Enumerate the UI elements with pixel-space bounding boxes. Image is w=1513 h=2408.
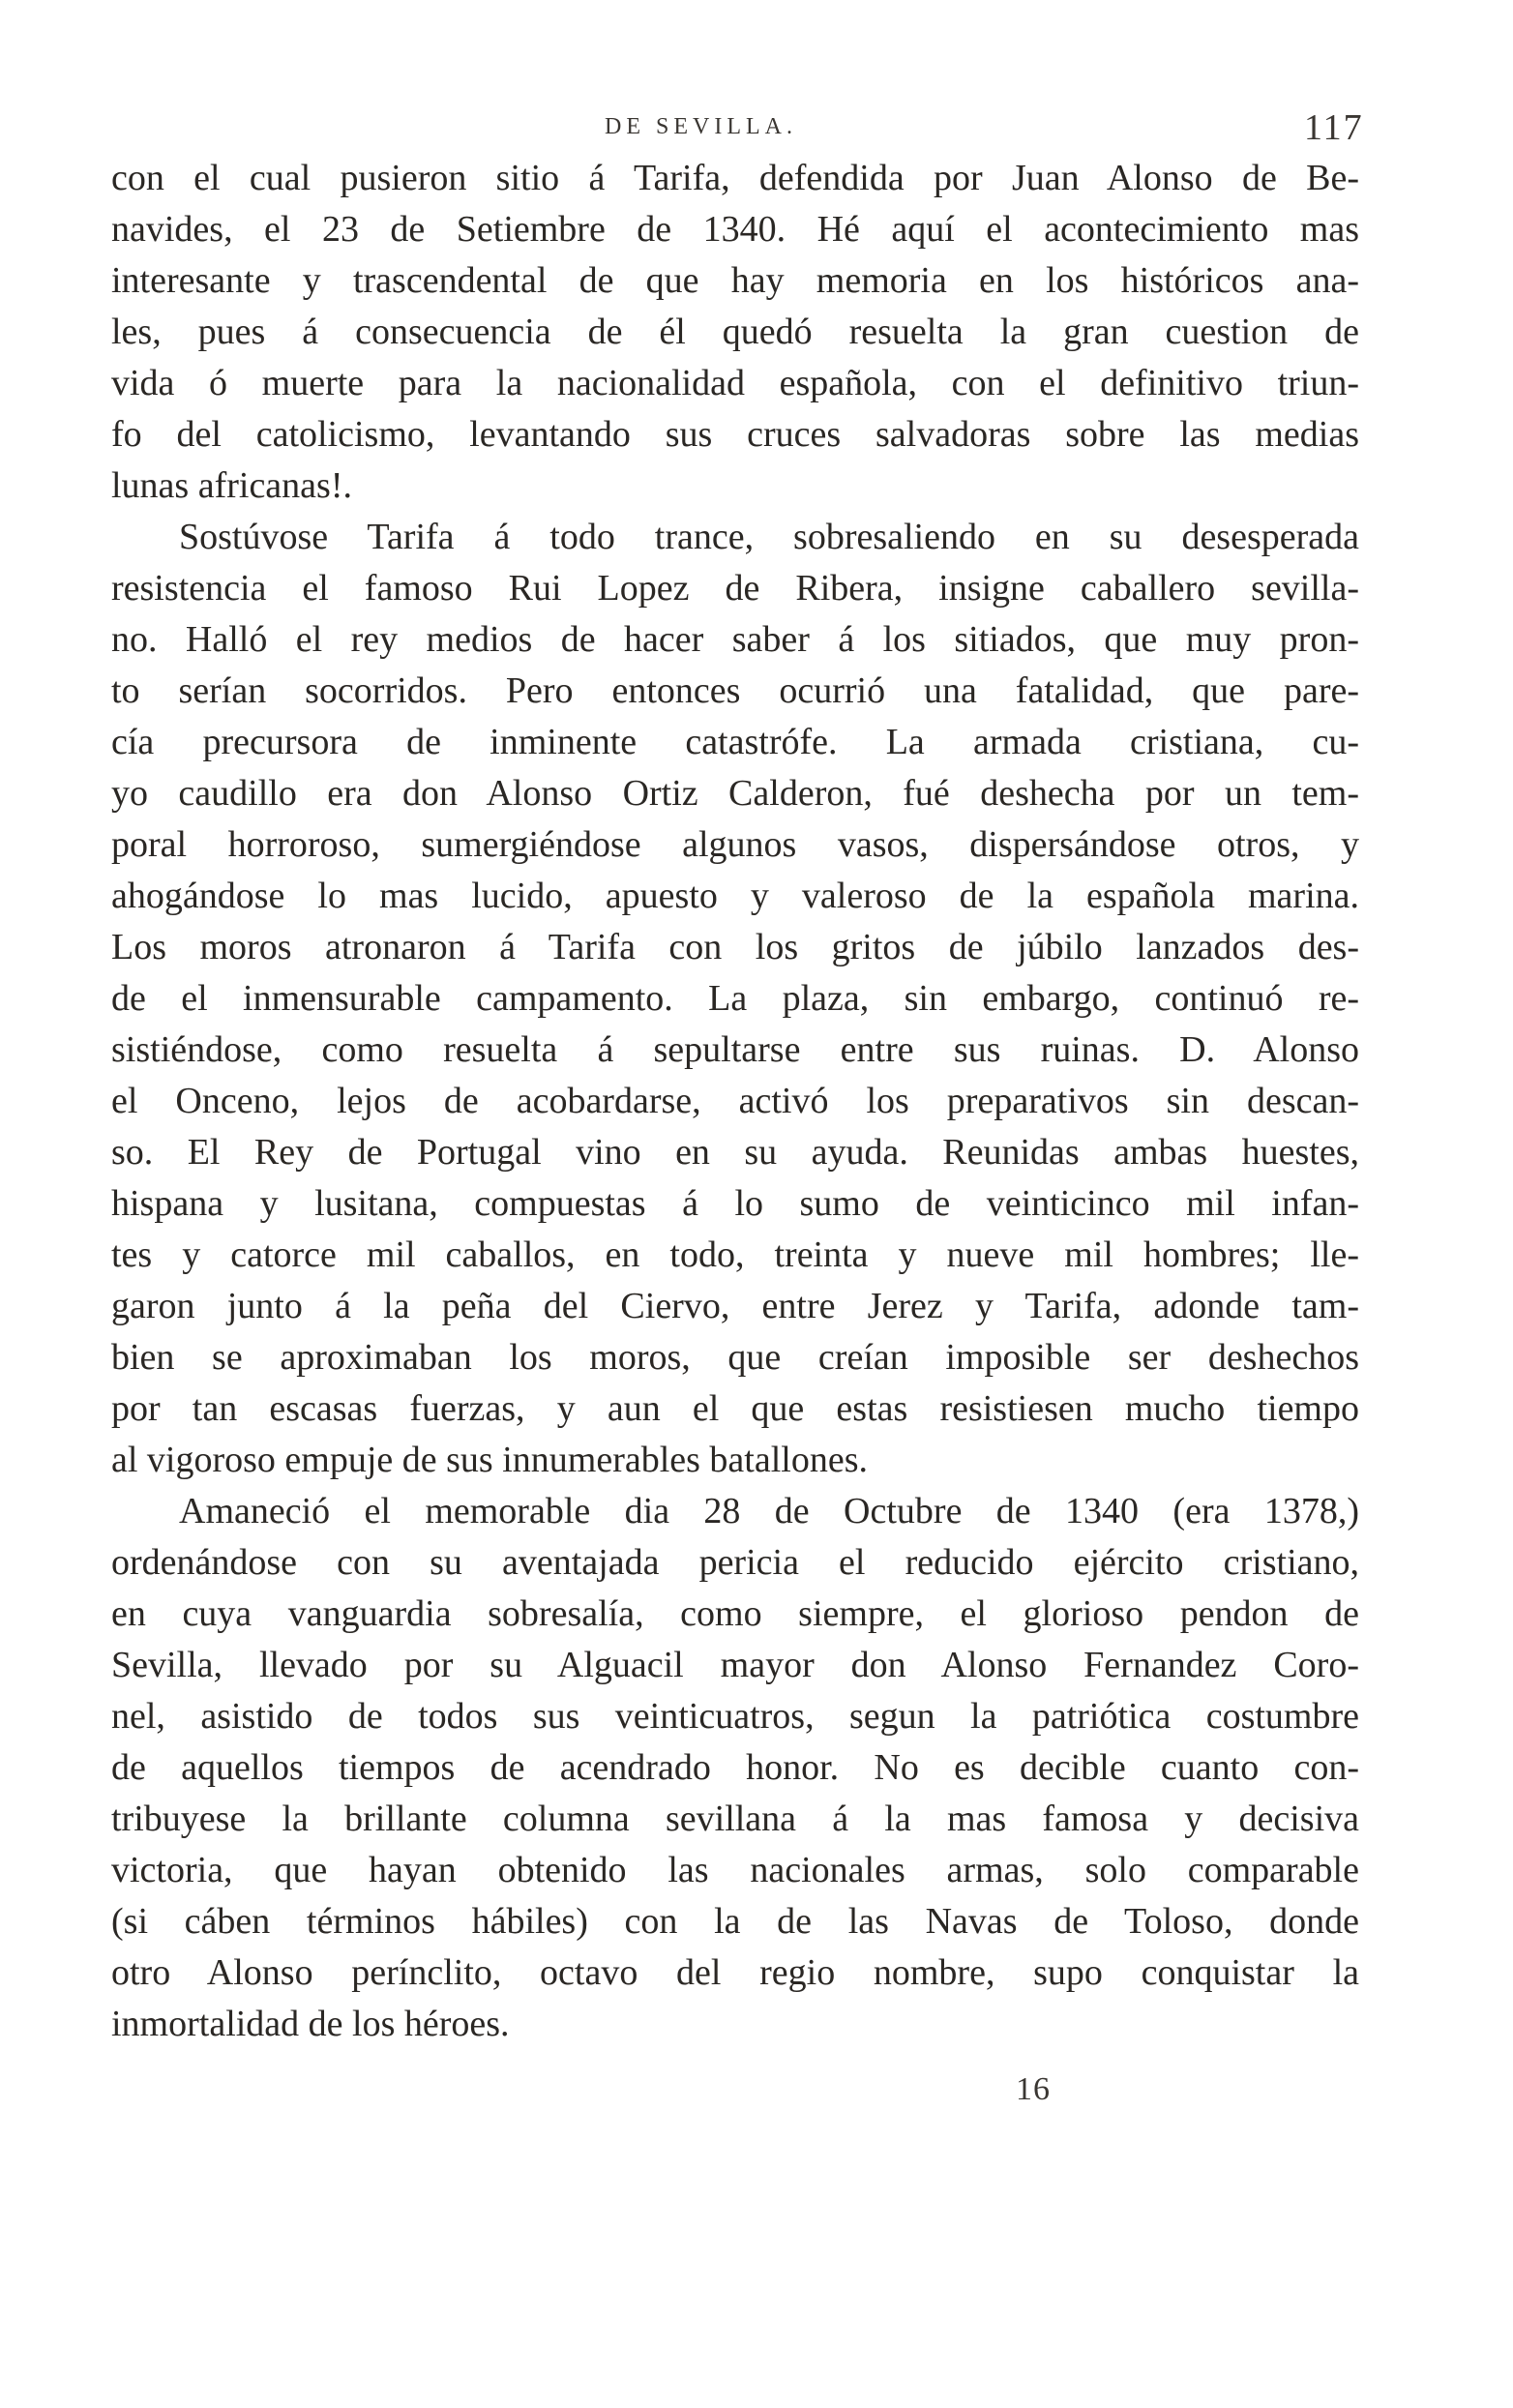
page-number: 117	[1304, 107, 1364, 148]
text-line-31: nel, asistido de todos sus veinticuatros, segun la patriótica costumbre	[111, 1696, 1359, 1737]
running-head	[0, 107, 1513, 153]
text-line-16: Los moros atronaron á Tarifa con los gritos de júbilo lanzados des-	[111, 927, 1359, 967]
text-line-14: poral horroroso, sumergiéndose algunos vasos, dispersándose otros, y	[111, 824, 1359, 865]
text-line-8: Sostúvose Tarifa á todo trance, sobresaliendo en su desesperada	[179, 517, 1359, 557]
signature-mark: 16	[1016, 2071, 1051, 2107]
text-line-27: Amaneció el memorable dia 28 de Octubre de 1340 (era 1378,)	[179, 1491, 1359, 1531]
text-line-35: (si cáben términos hábiles) con la de las Navas de Toloso, donde	[111, 1901, 1359, 1942]
text-line-33: tribuyese la brillante columna sevillana á la mas famosa y decisiva	[111, 1799, 1359, 1839]
text-line-22: tes y catorce mil caballos, en todo, treinta y nueve mil hombres; lle-	[111, 1234, 1359, 1275]
text-line-26: al vigoroso empuje de sus innumerables batallones.	[111, 1440, 868, 1480]
text-line-37: inmortalidad de los héroes.	[111, 2004, 510, 2044]
text-line-2: navides, el 23 de Setiembre de 1340. Hé aquí el acontecimiento mas	[111, 209, 1359, 250]
text-line-4: les, pues á consecuencia de él quedó resuelta la gran cuestion de	[111, 312, 1359, 352]
text-line-23: garon junto á la peña del Ciervo, entre Jerez y Tarifa, adonde tam-	[111, 1286, 1359, 1326]
text-line-3: interesante y trascendental de que hay memoria en los históricos ana-	[111, 260, 1359, 301]
text-line-11: to serían socorridos. Pero entonces ocurrió una fatalidad, que pare-	[111, 670, 1359, 711]
text-line-20: so. El Rey de Portugal vino en su ayuda. Reunidas ambas huestes,	[111, 1132, 1359, 1173]
text-line-12: cía precursora de inminente catastrófe. La armada cristiana, cu-	[111, 722, 1359, 762]
text-line-17: de el inmensurable campamento. La plaza, sin embargo, continuó re-	[111, 978, 1359, 1019]
text-line-9: resistencia el famoso Rui Lopez de Ribera, insigne caballero sevilla-	[111, 568, 1359, 609]
text-line-28: ordenándose con su aventajada pericia el reducido ejército cristiano,	[111, 1542, 1359, 1583]
text-line-15: ahogándose lo mas lucido, apuesto y valeroso de la española marina.	[111, 876, 1359, 916]
text-line-34: victoria, que hayan obtenido las nacionales armas, solo comparable	[111, 1850, 1359, 1890]
text-line-29: en cuya vanguardia sobresalía, como siempre, el glorioso pendon de	[111, 1593, 1359, 1634]
text-line-6: fo del catolicismo, levantando sus cruces salvadoras sobre las medias	[111, 414, 1359, 455]
text-line-36: otro Alonso perínclito, octavo del regio nombre, supo conquistar la	[111, 1952, 1359, 1993]
text-line-10: no. Halló el rey medios de hacer saber á los sitiados, que muy pron-	[111, 619, 1359, 660]
text-line-7: lunas africanas!.	[111, 465, 352, 506]
text-line-24: bien se aproximaban los moros, que creían imposible ser deshechos	[111, 1337, 1359, 1378]
running-title: DE SEVILLA.	[605, 114, 797, 139]
text-line-13: yo caudillo era don Alonso Ortiz Calderon, fué deshecha por un tem-	[111, 773, 1359, 814]
text-line-5: vida ó muerte para la nacionalidad española, con el definitivo triun-	[111, 363, 1359, 403]
text-line-19: el Onceno, lejos de acobardarse, activó los preparativos sin descan-	[111, 1081, 1359, 1121]
text-line-32: de aquellos tiempos de acendrado honor. No es decible cuanto con-	[111, 1747, 1359, 1788]
body-text	[111, 153, 1359, 2050]
text-line-30: Sevilla, llevado por su Alguacil mayor don Alonso Fernandez Coro-	[111, 1645, 1359, 1685]
text-line-21: hispana y lusitana, compuestas á lo sumo de veinticinco mil infan-	[111, 1183, 1359, 1224]
text-line-1: con el cual pusieron sitio á Tarifa, defendida por Juan Alonso de Be-	[111, 158, 1359, 198]
text-line-25: por tan escasas fuerzas, y aun el que estas resistiesen mucho tiempo	[111, 1388, 1359, 1429]
text-line-18: sistiéndose, como resuelta á sepultarse entre sus ruinas. D. Alonso	[111, 1029, 1359, 1070]
